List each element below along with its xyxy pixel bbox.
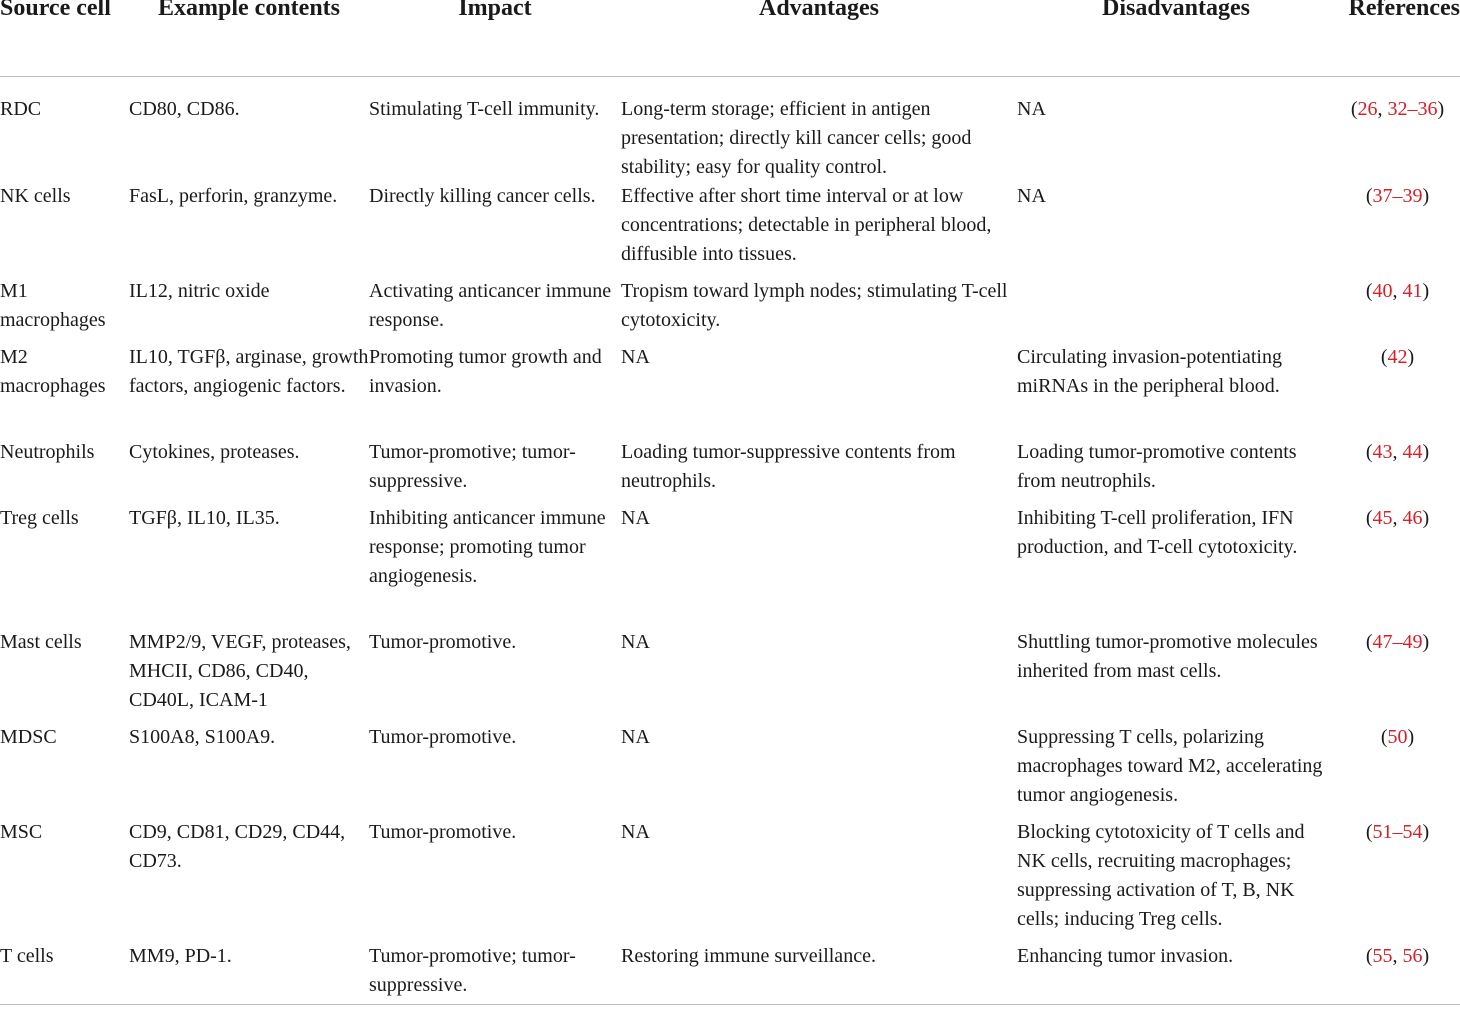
- cell-advantages: Restoring immune surveillance.: [621, 942, 1017, 1005]
- cell-contents: CD9, CD81, CD29, CD44, CD73.: [129, 821, 346, 872]
- cell-impact: Tumor-promotive.: [369, 631, 517, 653]
- reference-link[interactable]: 26: [1357, 98, 1378, 120]
- cell-source: Mast cells: [0, 631, 82, 653]
- reference-link[interactable]: 41: [1402, 280, 1423, 302]
- cell-contents: S100A8, S100A9.: [129, 726, 276, 748]
- cell-references: [1335, 277, 1460, 343]
- reference-link[interactable]: 55: [1372, 945, 1393, 967]
- cell-disadvantages: [1017, 277, 1335, 343]
- cell-references: [1335, 504, 1460, 628]
- header-label: Advantages: [758, 0, 879, 21]
- paren-close: ): [1422, 280, 1430, 302]
- table-row: [0, 77, 1460, 183]
- table-row: [0, 277, 1460, 343]
- reference-link[interactable]: 32–36: [1387, 98, 1438, 120]
- cell-advantages: NA: [621, 726, 650, 748]
- paren-close: ): [1422, 441, 1430, 463]
- cell-references: [1335, 182, 1460, 277]
- table-row: [0, 182, 1460, 277]
- cell-source: NK cells: [0, 185, 71, 207]
- cell-disadvantages: Enhancing tumor invasion.: [1017, 942, 1335, 1005]
- reference-link[interactable]: 50: [1387, 726, 1408, 748]
- header-label: Disadvantages: [1101, 0, 1251, 21]
- paren-close: ): [1407, 346, 1415, 368]
- header-label: Example contents: [158, 0, 340, 21]
- table-header: [0, 0, 1460, 77]
- reference-link[interactable]: 47–49: [1372, 631, 1423, 653]
- cell-impact: Directly killing cancer cells.: [369, 185, 596, 207]
- cell-disadvantages: NA: [1017, 185, 1046, 207]
- cell-contents: Cytokines, proteases.: [129, 441, 300, 463]
- table-row: [0, 942, 1460, 1005]
- table-row: [0, 818, 1460, 942]
- reference-link[interactable]: 56: [1402, 945, 1423, 967]
- cell-impact: Tumor-promotive.: [369, 726, 517, 748]
- reference-link[interactable]: 40: [1372, 280, 1393, 302]
- cell-contents: CD80, CD86.: [129, 98, 240, 120]
- header-example-contents: [129, 0, 369, 77]
- table-row: [0, 628, 1460, 723]
- cell-advantages: NA: [621, 346, 650, 368]
- cell-impact: Promoting tumor growth and invasion.: [369, 346, 602, 397]
- cell-references: [1335, 343, 1460, 438]
- reference-link[interactable]: 51–54: [1372, 821, 1423, 843]
- cell-disadvantages: Loading tumor-promotive contents from neutrophils.: [1017, 441, 1297, 492]
- cell-disadvantages: Circulating invasion-potentiating miRNAs in the peripheral blood.: [1017, 346, 1282, 397]
- cell-disadvantages: Shuttling tumor-promotive molecules inherited from mast cells.: [1017, 631, 1318, 682]
- cell-impact: Inhibiting anticancer immune response; promoting tumor angiogenesis.: [369, 507, 606, 587]
- cell-source: Treg cells: [0, 507, 79, 529]
- ref-separator: ,: [1392, 280, 1403, 302]
- cell-advantages: NA: [621, 821, 650, 843]
- cell-references: [1335, 723, 1460, 818]
- cell-source: MSC: [0, 821, 43, 843]
- cell-references: [1335, 818, 1460, 942]
- paren-open: (: [1380, 346, 1388, 368]
- header-source-cell: [0, 0, 129, 77]
- cell-advantages: Tropism toward lymph nodes; stimulating T-cell cytotoxicity.: [621, 280, 1008, 331]
- paren-close: ): [1422, 185, 1430, 207]
- ref-separator: ,: [1392, 441, 1403, 463]
- cell-contents: IL12, nitric oxide: [129, 280, 270, 302]
- cell-advantages: NA: [621, 631, 650, 653]
- cell-source: T cells: [0, 942, 129, 1005]
- cell-references: [1335, 77, 1460, 183]
- reference-link[interactable]: 37–39: [1372, 185, 1423, 207]
- reference-link[interactable]: 43: [1372, 441, 1393, 463]
- table-row: [0, 504, 1460, 628]
- cell-contents: IL10, TGFβ, arginase, growth factors, angiogenic factors.: [129, 346, 369, 397]
- cell-impact: Activating anticancer immune response.: [369, 280, 612, 331]
- header-label: Source cell: [0, 0, 111, 21]
- paren-open: (: [1365, 631, 1373, 653]
- header-advantages: [621, 0, 1017, 77]
- paren-close: ): [1437, 98, 1445, 120]
- cell-references: [1335, 942, 1460, 1005]
- header-disadvantages: [1017, 0, 1335, 77]
- reference-link[interactable]: 46: [1402, 507, 1423, 529]
- header-references: [1335, 0, 1460, 77]
- paren-open: (: [1365, 185, 1373, 207]
- cell-references: [1335, 628, 1460, 723]
- cell-contents: MMP2/9, VEGF, proteases, MHCII, CD86, CD40, CD40L, ICAM-1: [129, 631, 351, 711]
- cell-impact: Tumor-promotive.: [369, 821, 517, 843]
- paren-close: ): [1422, 821, 1430, 843]
- paren-open: (: [1365, 821, 1373, 843]
- cell-contents: FasL, perforin, granzyme.: [129, 185, 338, 207]
- cell-source: Neutrophils: [0, 441, 95, 463]
- table-body: [0, 77, 1460, 1005]
- ref-separator: ,: [1392, 945, 1403, 967]
- cell-contents: TGFβ, IL10, IL35.: [129, 507, 280, 529]
- paren-close: ): [1422, 631, 1430, 653]
- cell-source: M2 macrophages: [0, 346, 106, 397]
- table-row: [0, 438, 1460, 504]
- cell-advantages: Long-term storage; efficient in antigen presentation; directly kill cancer cells; good stability; easy for quality control.: [621, 98, 972, 178]
- cell-disadvantages: Inhibiting T-cell proliferation, IFN production, and T-cell cytotoxicity.: [1017, 507, 1298, 558]
- table-row: [0, 723, 1460, 818]
- cell-source: M1 macrophages: [0, 280, 106, 331]
- ref-separator: ,: [1392, 507, 1403, 529]
- header-impact: [369, 0, 621, 77]
- cell-disadvantages: NA: [1017, 98, 1046, 120]
- cell-advantages: Loading tumor-suppressive contents from neutrophils.: [621, 441, 956, 492]
- paren-open: (: [1365, 945, 1373, 967]
- paren-open: (: [1365, 280, 1373, 302]
- paren-open: (: [1350, 98, 1358, 120]
- ref-separator: ,: [1377, 98, 1388, 120]
- paren-close: ): [1422, 945, 1430, 967]
- cell-source: RDC: [0, 98, 42, 120]
- cell-impact: Tumor-promotive; tumor-suppressive.: [369, 441, 576, 492]
- paren-open: (: [1365, 441, 1373, 463]
- cell-advantages: Effective after short time interval or at low concentrations; detectable in peripheral blood, diffusible into tissues.: [621, 185, 992, 265]
- cell-disadvantages: Suppressing T cells, polarizing macrophages toward M2, accelerating tumor angiogenesis.: [1017, 726, 1323, 806]
- cell-advantages: NA: [621, 507, 650, 529]
- reference-link[interactable]: 42: [1387, 346, 1408, 368]
- paren-close: ): [1407, 726, 1415, 748]
- cell-impact: Stimulating T-cell immunity.: [369, 98, 600, 120]
- reference-link[interactable]: 45: [1372, 507, 1393, 529]
- paren-open: (: [1380, 726, 1388, 748]
- cell-disadvantages: Blocking cytotoxicity of T cells and NK cells, recruiting macrophages; suppressing activation of T, B, NK cells; inducing Treg cells.: [1017, 821, 1305, 930]
- paren-close: ): [1422, 507, 1430, 529]
- cell-contents: MM9, PD-1.: [129, 942, 369, 1005]
- header-label: References: [1348, 0, 1460, 21]
- paren-open: (: [1365, 507, 1373, 529]
- reference-link[interactable]: 44: [1402, 441, 1423, 463]
- cell-impact: Tumor-promotive; tumor-suppressive.: [369, 942, 621, 1005]
- header-label: Impact: [458, 0, 532, 21]
- cell-references: [1335, 438, 1460, 504]
- cell-source: MDSC: [0, 726, 57, 748]
- table-row: [0, 343, 1460, 438]
